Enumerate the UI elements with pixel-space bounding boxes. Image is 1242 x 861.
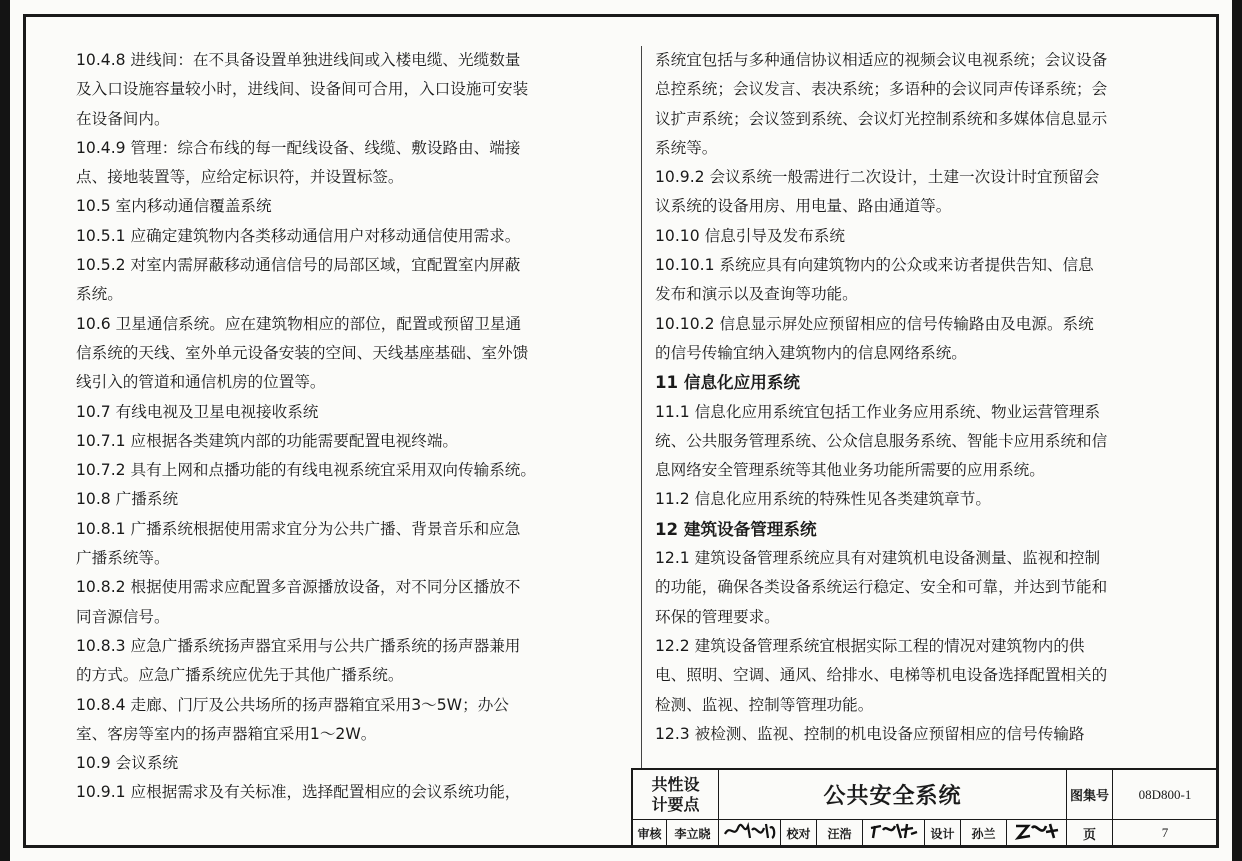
review-name-cell <box>667 820 719 848</box>
text-line: 检测、监视、控制等管理功能。 <box>655 695 874 714</box>
design-name-cell <box>961 820 1007 848</box>
text-line: 10.10.2 信息显示屏处应预留相应的信号传输路由及电源。系统 <box>655 314 1094 333</box>
text-line: 系统宜包括与多种通信协议相适应的视频会议电视系统；会议设备 <box>655 51 1108 69</box>
text-line: 12.1 建筑设备管理系统应具有对建筑机电设备测量、监视和控制 <box>655 549 1101 568</box>
check-label-cell <box>781 820 817 848</box>
text-line: 系统。 <box>76 285 123 304</box>
category-line-2: 计要点 <box>651 794 700 814</box>
text-line: 10.9.2 会议系统一般需进行二次设计，土建一次设计时宜预留会 <box>655 168 1100 187</box>
designer-signature <box>1012 820 1062 847</box>
text-line: 环保的管理要求。 <box>655 607 780 626</box>
text-line: 及入口设施容量较小时，进线间、设备间可合用，入口设施可安装 <box>76 80 529 99</box>
text-line: 的方式。应急广播系统应优先于其他广播系统。 <box>76 666 404 685</box>
text-line: 室、客房等室内的扬声器箱宜采用1～2W。 <box>76 724 377 743</box>
text-line: 12.3 被检测、监视、控制的机电设备应预留相应的信号传输路 <box>655 724 1085 743</box>
checker-name: 汪浩 <box>827 826 852 841</box>
text-line: 10.10 信息引导及发布系统 <box>655 226 845 245</box>
atlas-number: 08D800-1 <box>1138 786 1192 802</box>
text-line: 11.2 信息化应用系统的特殊性见各类建筑章节。 <box>655 490 991 509</box>
design-signature-cell <box>1007 820 1067 848</box>
reviewer-name: 李立晓 <box>674 826 711 841</box>
text-line: 发布和演示以及查询等功能。 <box>655 285 858 304</box>
atlas-label-cell <box>1067 768 1113 820</box>
text-line: 广播系统等。 <box>76 549 170 568</box>
sheet-title: 公共安全系统 <box>823 784 962 809</box>
text-line: 10.7.1 应根据各类建筑内部的功能需要配置电视终端。 <box>76 431 459 450</box>
text-line: 10.8.2 根据使用需求应配置多音源播放设备，对不同分区播放不 <box>76 578 521 597</box>
reviewer-signature <box>722 820 778 847</box>
page-label: 页 <box>1082 827 1096 843</box>
text-line: 的信号传输宜纳入建筑物内的信息网络系统。 <box>655 343 967 362</box>
text-line: 10.6 卫星通信系统。应在建筑物相应的部位，配置或预留卫星通 <box>76 314 522 333</box>
right-text-column <box>655 46 1195 749</box>
text-line: 10.8 广播系统 <box>76 490 179 509</box>
text-line: 10.5.2 对室内需屏蔽移动通信信号的局部区域，宜配置室内屏蔽 <box>76 256 521 275</box>
text-line: 的功能，确保各类设备系统运行稳定、安全和可靠，并达到节能和 <box>655 578 1108 597</box>
section-heading: 11 信息化应用系统 <box>655 373 801 393</box>
design-label-cell <box>925 820 961 848</box>
text-line: 10.8.1 广播系统根据使用需求宜分为公共广播、背景音乐和应急 <box>76 519 521 538</box>
text-line: 议系统的设备用房、用电量、路由通道等。 <box>655 197 952 216</box>
text-line: 10.10.1 系统应具有向建筑物内的公众或来访者提供告知、信息 <box>655 256 1094 275</box>
title-block <box>631 768 1229 848</box>
text-line: 10.9.1 应根据需求及有关标准，选择配置相应的会议系统功能， <box>76 783 521 802</box>
text-line: 在设备间内。 <box>76 109 170 128</box>
page-label-cell <box>1067 820 1113 848</box>
text-line: 10.8.3 应急广播系统扬声器宜采用与公共广播系统的扬声器兼用 <box>76 636 521 655</box>
atlas-label: 图集号 <box>1069 789 1109 804</box>
text-line: 11.1 信息化应用系统宜包括工作业务应用系统、物业运营管理系 <box>655 402 1101 421</box>
text-line: 10.9 会议系统 <box>76 754 179 773</box>
check-label: 校对 <box>786 826 811 841</box>
design-label: 设计 <box>930 826 955 841</box>
text-line: 10.7.2 具有上网和点播功能的有线电视系统宜采用双向传输系统。 <box>76 461 536 480</box>
text-line: 电、照明、空调、通风、给排水、电梯等机电设备选择配置相关的 <box>655 666 1108 685</box>
column-divider <box>641 46 642 768</box>
atlas-value-cell <box>1113 768 1219 820</box>
category-cell <box>631 768 719 820</box>
review-label-cell <box>631 820 667 848</box>
text-line: 10.4.8 进线间：在不具备设置单独进线间或入楼电缆、光缆数量 <box>76 51 521 69</box>
drawing-sheet <box>10 0 1232 861</box>
review-signature-cell <box>719 820 781 848</box>
page-number: 7 <box>1161 825 1169 840</box>
text-line: 系统等。 <box>655 138 718 157</box>
text-line: 12.2 建筑设备管理系统宜根据实际工程的情况对建筑物内的供 <box>655 636 1085 655</box>
text-line: 线引入的管道和通信机房的位置等。 <box>76 373 326 392</box>
text-line: 同音源信号。 <box>76 607 170 626</box>
section-heading: 12 建筑设备管理系统 <box>655 519 817 539</box>
text-line: 信系统的天线、室外单元设备安装的空间、天线基座基础、室外馈 <box>76 343 529 362</box>
text-line: 10.5 室内移动通信覆盖系统 <box>76 197 272 216</box>
text-line: 10.4.9 管理：综合布线的每一配线设备、线缆、敷设路由、端接 <box>76 138 521 157</box>
text-line: 息网络安全管理系统等其他业务功能所需要的应用系统。 <box>655 461 1045 480</box>
left-text-column <box>76 46 621 808</box>
check-signature-cell <box>863 820 925 848</box>
text-line: 10.8.4 走廊、门厅及公共场所的扬声器箱宜采用3～5W；办公 <box>76 695 509 714</box>
text-line: 点、接地装置等，应给定标识符，并设置标签。 <box>76 168 404 187</box>
category-line-1: 共性设 <box>651 774 700 794</box>
check-name-cell <box>817 820 863 848</box>
text-line: 议扩声系统；会议签到系统、会议灯光控制系统和多媒体信息显示 <box>655 109 1108 128</box>
checker-signature <box>867 820 921 847</box>
text-line: 10.7 有线电视及卫星电视接收系统 <box>76 402 319 421</box>
page-value-cell <box>1113 820 1219 848</box>
text-line: 统、公共服务管理系统、公众信息服务系统、智能卡应用系统和信 <box>655 431 1108 450</box>
review-label: 审核 <box>637 826 662 841</box>
text-line: 10.5.1 应确定建筑物内各类移动通信用户对移动通信使用需求。 <box>76 226 521 245</box>
text-line: 总控系统；会议发言、表决系统；多语种的会议同声传译系统；会 <box>655 80 1108 99</box>
title-cell <box>719 768 1067 820</box>
designer-name: 孙兰 <box>971 826 996 841</box>
